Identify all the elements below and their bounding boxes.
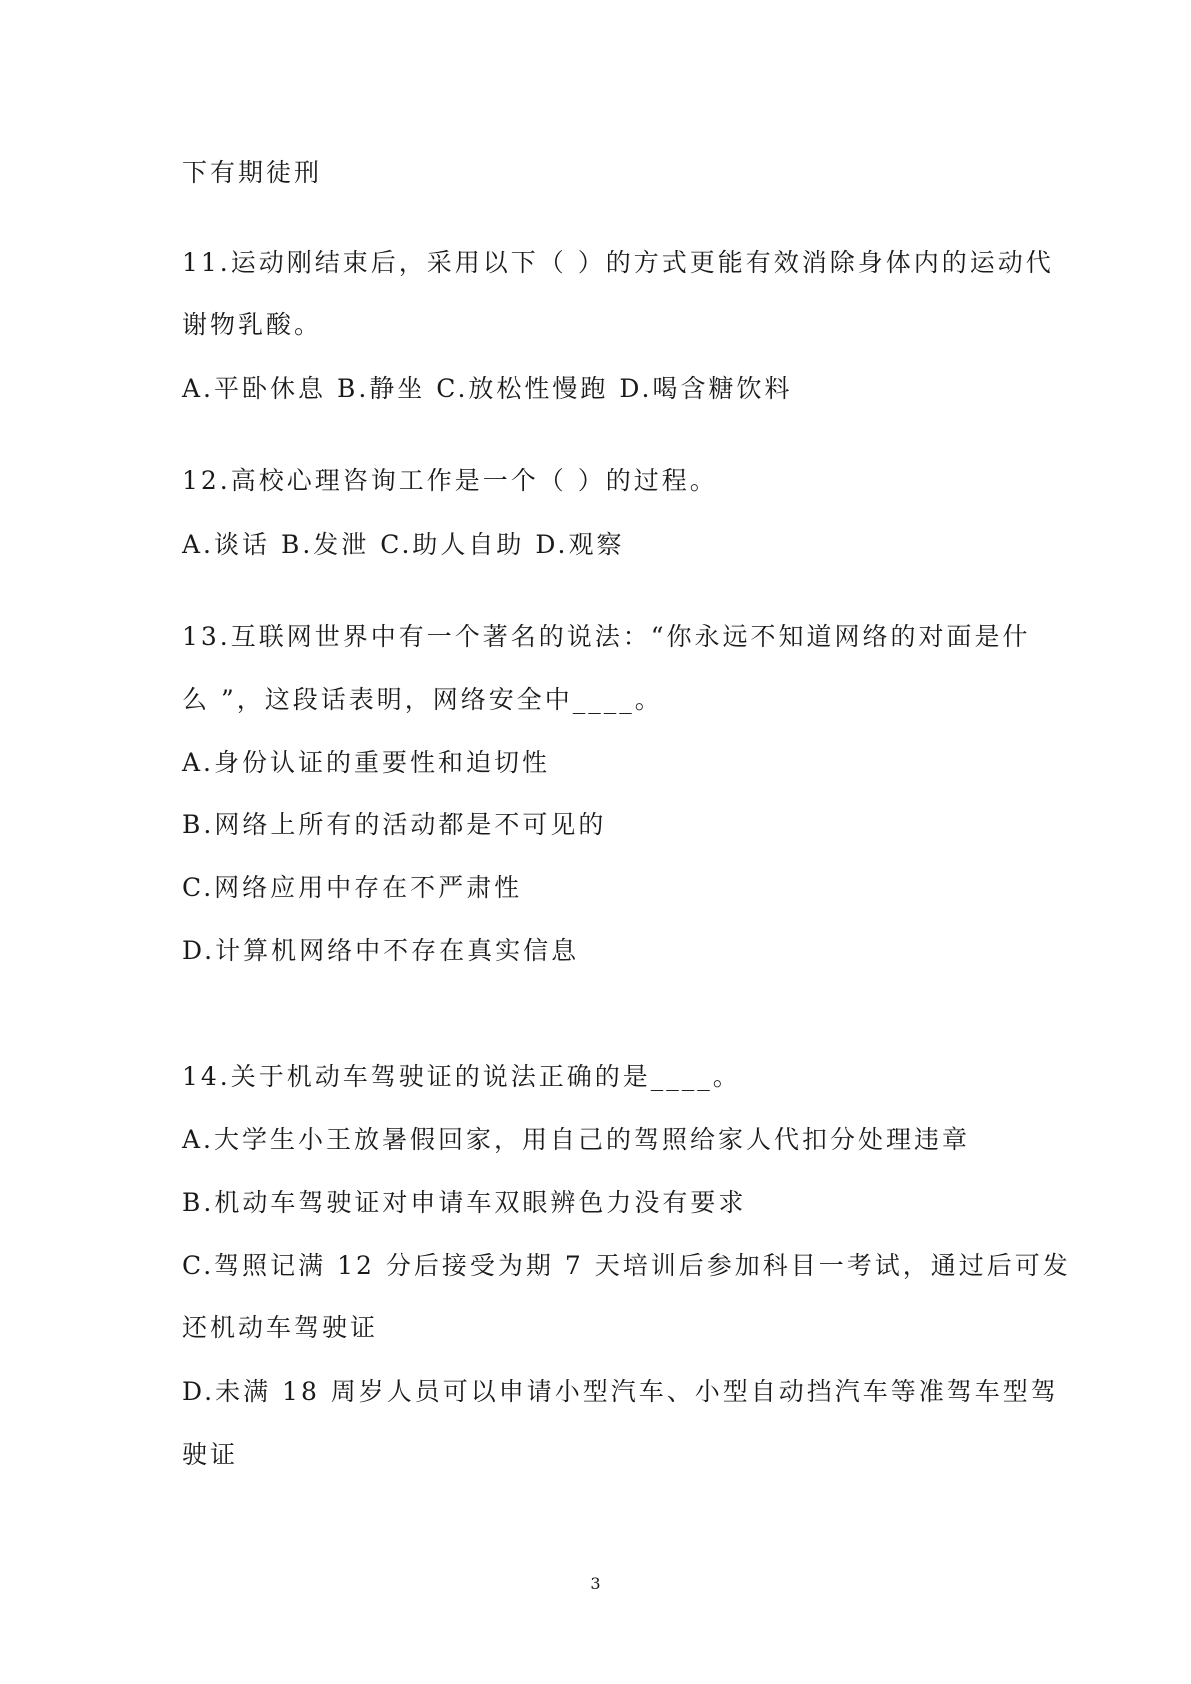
question-14-option-d-line2: 驶证 <box>182 1440 239 1469</box>
question-13-stem-line2: 么 ”，这段话表明，网络安全中____。 <box>182 685 663 714</box>
question-13-option-a: A.身份认证的重要性和迫切性 <box>182 748 551 777</box>
question-14-option-c-line2: 还机动车驾驶证 <box>182 1313 379 1342</box>
question-14-option-d-line1: D.未满 18 周岁人员可以申请小型汽车、小型自动挡汽车等准驾车型驾 <box>182 1377 1059 1406</box>
question-11-stem-line2: 谢物乳酸。 <box>182 310 323 339</box>
question-11-stem-line1: 11.运动刚结束后，采用以下（ ）的方式更能有效消除身体内的运动代 <box>182 248 1054 277</box>
continuation-text: 下有期徒刑 <box>182 158 323 187</box>
question-13-option-d: D.计算机网络中不存在真实信息 <box>182 936 580 965</box>
question-14-option-c-line1: C.驾照记满 12 分后接受为期 7 天培训后参加科目一考试，通过后可发 <box>182 1251 1071 1280</box>
page-number: 3 <box>590 1574 601 1593</box>
question-11-options: A.平卧休息 B.静坐 C.放松性慢跑 D.喝含糖饮料 <box>182 374 793 403</box>
question-13-stem-line1: 13.互联网世界中有一个著名的说法：“你永远不知道网络的对面是什 <box>182 622 1031 651</box>
question-13-option-c: C.网络应用中存在不严肃性 <box>182 873 523 902</box>
question-14-option-a: A.大学生小王放暑假回家，用自己的驾照给家人代扣分处理违章 <box>182 1125 971 1154</box>
question-14-option-b: B.机动车驾驶证对申请车双眼辨色力没有要求 <box>182 1188 747 1217</box>
question-14-stem: 14.关于机动车驾驶证的说法正确的是____。 <box>182 1062 741 1091</box>
question-13-option-b: B.网络上所有的活动都是不可见的 <box>182 810 607 839</box>
question-12-stem: 12.高校心理咨询工作是一个（ ）的过程。 <box>182 466 718 495</box>
question-12-options: A.谈话 B.发泄 C.助人自助 D.观察 <box>182 530 625 559</box>
